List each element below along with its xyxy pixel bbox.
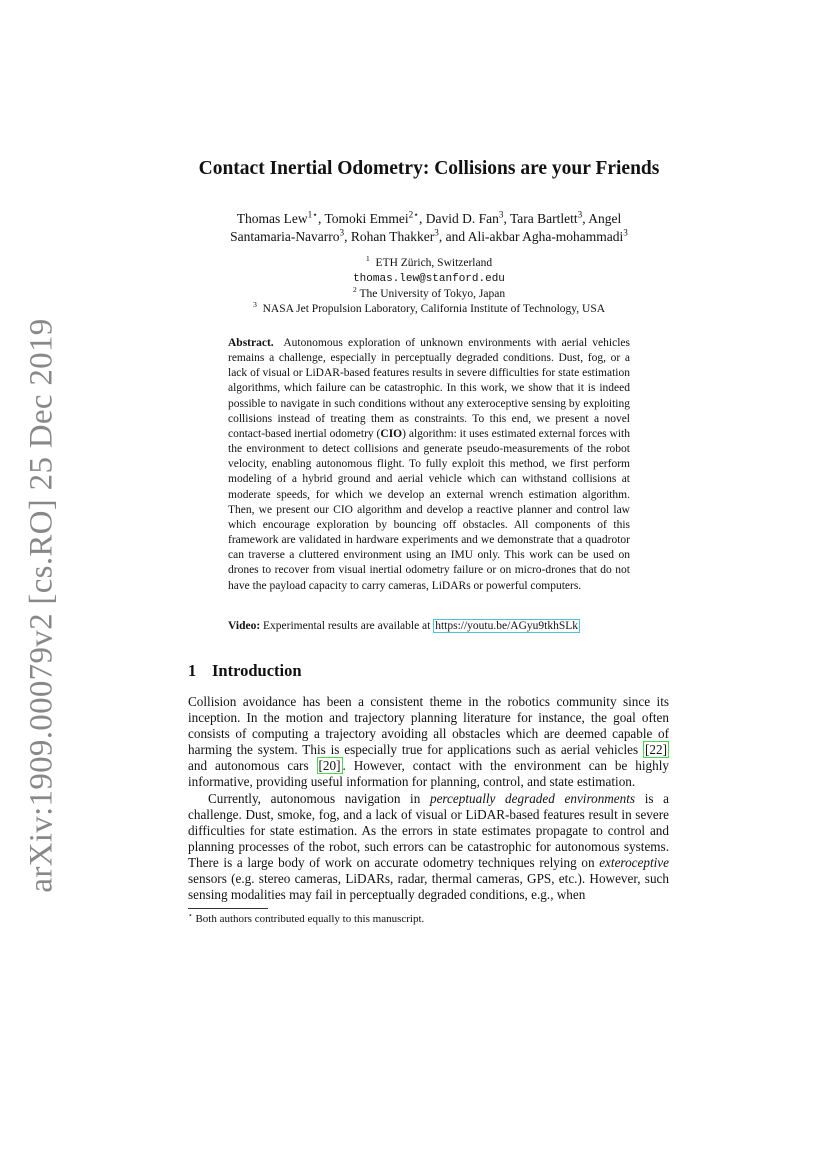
footnote	[188, 912, 669, 926]
author-list	[190, 210, 668, 246]
affiliation-text: The University of Tokyo, Japan	[359, 288, 506, 300]
body-text	[188, 694, 669, 903]
video-text: Experimental results are available at	[263, 620, 431, 632]
paragraph: Currently, autonomous navigation in perceptually degraded environments is a challenge. Dust, smoke, fog, and a lack of visual or LiDAR-based features result in severe difficulties for state estimation. As the errors in state estimates propagate to control and planning processes of the robot, such errors can be catastrophic for autonomous systems. There is a large body of work on accurate odometry techniques relying on exteroceptive sensors (e.g. stereo cameras, LiDARs, radar, thermal cameras, GPS, etc.). However, such sensing modalities may fail in perceptually degraded conditions, e.g., when	[188, 790, 670, 903]
affiliation-line	[150, 287, 708, 302]
affiliation-line	[150, 256, 708, 271]
video-label: Video:	[228, 620, 261, 632]
affiliation-mark: 3	[252, 300, 257, 310]
video-link[interactable]: https://youtu.be/AGyu9tkhSLk	[435, 620, 579, 632]
affiliation-mark: 2	[352, 285, 357, 295]
paragraph: Collision avoidance has been a consistent theme in the robotics community since its inception. In the motion and trajectory planning literature for instance, the goal often consists of computing a trajectory avoiding all obstacles which are deemed capable of harming the system. This is especially true for applications such as aerial vehicles [22] and autonomous cars [20] . However, contact with the environment can be highly informative, providing useful information for planning, control, and state estimation.	[188, 694, 669, 790]
section-title: Introduction	[212, 661, 302, 680]
footnote-rule	[188, 908, 268, 909]
abstract-label: Abstract.	[228, 337, 274, 349]
author-line: Thomas Lew$^{1⋆}$, Tomoki Emmei$^{2⋆}$, David D. Fan$^3$, Tara Bartlett$^3$, Angel	[236, 209, 622, 226]
section-number: 1	[188, 661, 197, 680]
arxiv-watermark	[22, 317, 62, 893]
affiliation-line	[150, 302, 708, 317]
footnote-text: Both authors contributed equally to this manuscript.	[195, 913, 425, 925]
affiliations	[150, 256, 708, 317]
video-note	[228, 619, 630, 634]
affiliation-line	[150, 271, 708, 287]
author-line: Santamaria-Navarro$^3$, Rohan Thakker$^3$, and Ali-akbar Agha-mohammadi$^3$	[230, 227, 628, 244]
abstract-text: Autonomous exploration of unknown environments with aerial vehicles remains a challenge, especially in perceptually degraded conditions. Dust, fog, or a lack of visual or LiDAR-based features results in severe difficulties for state estimation algorithms, which failure can be catastrophic. In this work, we show that it is indeed possible to navigate in such conditions without any exteroceptive sensing by exploiting collisions instead of treating them as constraints. To this end, we present a novel contact-based inertial odometry (CIO) algorithm: it uses estimated external forces with the environment to detect collisions and generate pseudo-measurements of the robot velocity, enabling autonomous flight. To fully exploit this method, we first perform modeling of a hybrid ground and aerial vehicle which can withstand collisions at moderate speeds, for which we develop an external wrench estimation algorithm. Then, we present our CIO algorithm and develop a reactive planner and control law which encourage exploration by bouncing off obstacles. All components of this framework are validated in hardware experiments and we demonstrate that a quadrotor can traverse a cluttered environment using an IMU only. This work can be used on drones to recover from visual inertial odometry failure or on micro-drones that do not have the payload capacity to carry cameras, LiDARs or powerful computers.	[228, 337, 630, 592]
affiliation-text: NASA Jet Propulsion Laboratory, California Institute of Technology, USA	[262, 303, 606, 315]
footnote-mark: ⋆	[188, 910, 193, 920]
arxiv-identifier: arXiv:1909.00079v2 [cs.RO] 25 Dec 2019	[23, 317, 60, 893]
section-heading	[188, 660, 302, 682]
affiliation-text: ETH Zürich, Switzerland	[375, 257, 493, 269]
affiliation-mark: 1	[365, 254, 370, 264]
abstract	[228, 336, 630, 594]
author-email: thomas.lew@stanford.edu	[353, 273, 505, 285]
paper-title: Contact Inertial Odometry: Collisions are your Friends	[198, 158, 660, 179]
